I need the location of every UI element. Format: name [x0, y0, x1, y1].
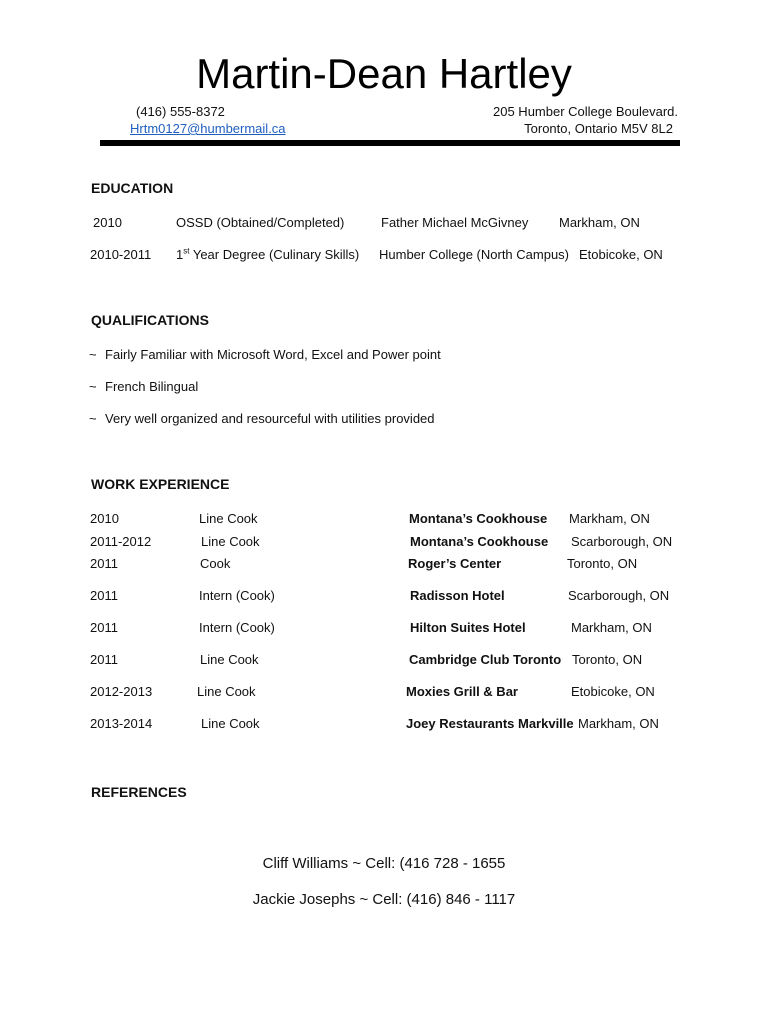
bullet-tilde: ~	[89, 411, 97, 426]
bullet-tilde: ~	[89, 379, 97, 394]
work-location: Markham, ON	[571, 620, 652, 635]
education-heading: EDUCATION	[91, 180, 174, 196]
work-year: 2011	[90, 556, 118, 571]
qualification-text: French Bilingual	[105, 379, 199, 394]
work-role: Intern (Cook)	[199, 620, 275, 635]
education-location: Etobicoke, ON	[579, 247, 663, 262]
work-location: Scarborough, ON	[571, 534, 673, 549]
work-employer: Joey Restaurants Markville	[406, 716, 574, 731]
education-location: Markham, ON	[559, 215, 640, 230]
work-employer: Hilton Suites Hotel	[410, 620, 526, 635]
work-year: 2011	[90, 620, 118, 635]
work-employer: Roger’s Center	[408, 556, 502, 571]
work-role: Line Cook	[201, 534, 260, 549]
work-year: 2010	[90, 511, 119, 526]
education-year: 2010	[93, 215, 122, 230]
work-year: 2011	[90, 588, 118, 603]
work-location: Toronto, ON	[572, 652, 643, 667]
work-location: Markham, ON	[569, 511, 650, 526]
education-school: Humber College (North Campus)	[379, 247, 570, 262]
work-location: Toronto, ON	[567, 556, 638, 571]
reference-item: Jackie Josephs ~ Cell: (416) 846 - 1117	[252, 891, 516, 908]
work-employer: Montana’s Cookhouse	[410, 534, 549, 549]
work-role: Line Cook	[199, 511, 258, 526]
work-location: Scarborough, ON	[568, 588, 670, 603]
education-program: 1st Year Degree (Culinary Skills)	[176, 246, 360, 262]
phone-number: (416) 555-8372	[136, 104, 225, 119]
qualification-text: Very well organized and resourceful with utilities provided	[105, 411, 435, 426]
work-experience-heading: WORK EXPERIENCE	[91, 476, 230, 492]
work-location: Markham, ON	[578, 716, 659, 731]
education-year: 2010-2011	[90, 247, 152, 262]
work-employer: Montana’s Cookhouse	[409, 511, 548, 526]
work-employer: Moxies Grill & Bar	[406, 684, 518, 699]
work-role: Line Cook	[200, 652, 259, 667]
work-employer: Radisson Hotel	[410, 588, 505, 603]
candidate-name: Martin-Dean Hartley	[196, 50, 572, 97]
education-school: Father Michael McGivney	[381, 215, 529, 230]
work-year: 2011-2012	[90, 534, 152, 549]
work-employer: Cambridge Club Toronto	[409, 652, 562, 667]
work-year: 2013-2014	[90, 716, 153, 731]
work-year: 2012-2013	[90, 684, 153, 699]
work-role: Intern (Cook)	[199, 588, 275, 603]
bullet-tilde: ~	[89, 347, 97, 362]
reference-item: Cliff Williams ~ Cell: (416 728 - 1655	[262, 855, 506, 872]
header-divider	[100, 140, 680, 146]
work-year: 2011	[90, 652, 118, 667]
email-link[interactable]: Hrtm0127@humbermail.ca	[130, 121, 286, 136]
qualification-text: Fairly Familiar with Microsoft Word, Excel and Power point	[105, 347, 441, 362]
work-role: Line Cook	[197, 684, 256, 699]
qualifications-heading: QUALIFICATIONS	[91, 312, 209, 328]
work-role: Cook	[200, 556, 231, 571]
address-line-2: Toronto, Ontario M5V 8L2	[524, 121, 673, 136]
work-location: Etobicoke, ON	[571, 684, 655, 699]
references-heading: REFERENCES	[91, 784, 187, 800]
work-role: Line Cook	[201, 716, 260, 731]
address-line-1: 205 Humber College Boulevard.	[493, 104, 678, 119]
education-program: OSSD (Obtained/Completed)	[176, 215, 345, 230]
